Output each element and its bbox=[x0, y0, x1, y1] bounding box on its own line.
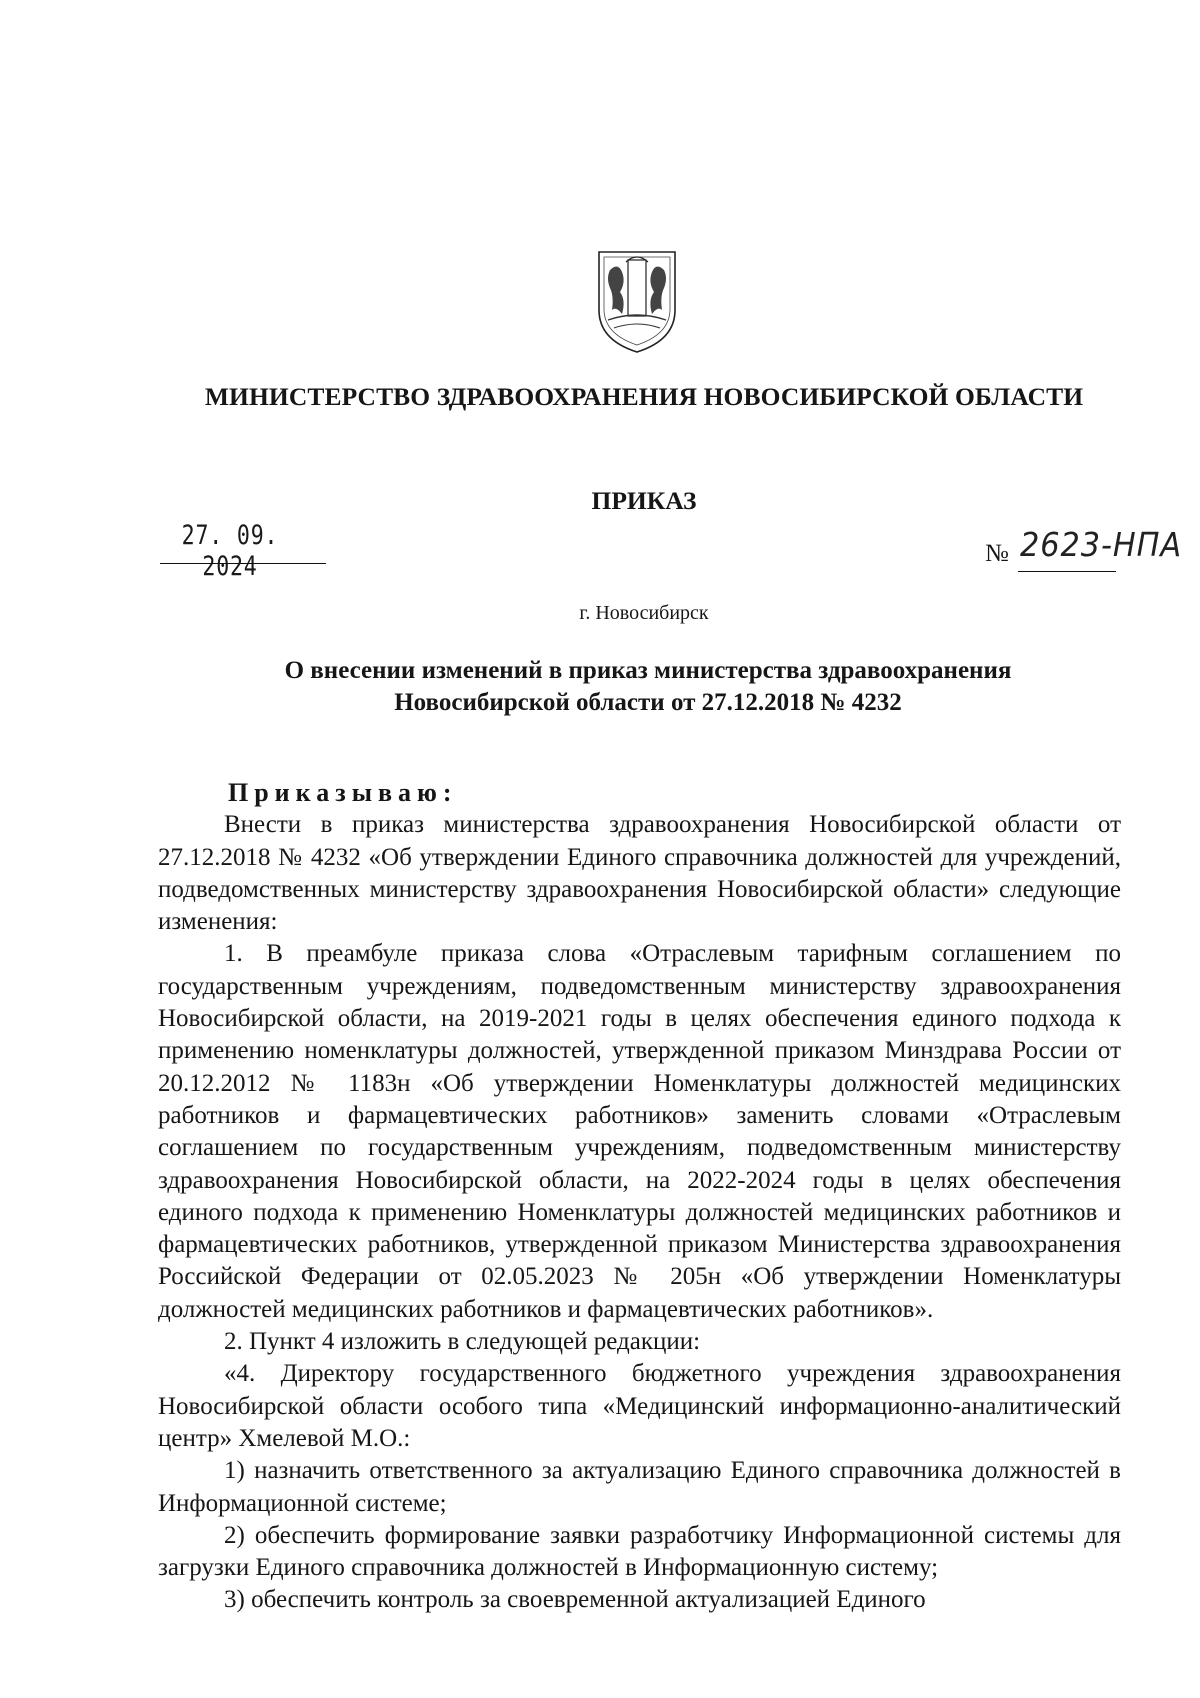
paragraph-item-2: 2. Пункт 4 изложить в следующей редакции: bbox=[224, 1328, 701, 1356]
paragraph-subitem-2: 2) обеспечить формирование заявки разработчику Информационной системы для загрузки Единого справочника должностей в Информационную систему; bbox=[158, 1521, 1121, 1582]
order-word: Приказываю: bbox=[228, 778, 458, 807]
number-sign: № bbox=[985, 540, 1009, 567]
subject-line-2: Новосибирской области от 27.12.2018 № 4232 bbox=[394, 689, 902, 716]
paragraph-subitem-1: 1) назначить ответственного за актуализацию Единого справочника должностей в Информационной системе; bbox=[158, 1457, 1121, 1517]
document-body bbox=[158, 777, 1121, 1617]
paragraph-intro: Внести в приказ министерства здравоохранения Новосибирской области от 27.12.2018 № 4232 «Об утверждении Единого справочника должностей для учреждений, подведомственных министерству здравоохранения Новосибирской области» следующие изменения: bbox=[158, 811, 1121, 936]
document-subject bbox=[238, 655, 1058, 719]
paragraph-item-1: 1. В преамбуле приказа слова «Отраслевым тарифным соглашением по государственным учреждениям, подведомственным министерству здравоохранения Новосибирской области, на 2019-2021 годы в целях обеспечения единого подхода к применению номенклатуры должностей, утвержденной приказом Минздрава России от 20.12.2012 № 1183н «Об утверждении Номенклатуры должностей медицинских работников и фармацевтических работников» заменить словами «Отраслевым соглашением по государственным учреждениям, подведомственным министерству здравоохранения Новосибирской области, на 2022-2024 годы в целях обеспечения единого подхода к применению Номенклатуры должностей медицинских работников и фармацевтических работников, утвержденной приказом Министерства здравоохранения Российской Федерации от 02.05.2023 № 205н «Об утверждении Номенклатуры должностей медицинских работников и фармацевтических работников». bbox=[158, 940, 1121, 1323]
order-date: 27. 09. 2024 bbox=[181, 520, 279, 582]
subject-line-1: О внесении изменений в приказ министерства здравоохранения bbox=[284, 657, 1012, 684]
date-underline bbox=[160, 563, 326, 564]
city: г. Новосибирск bbox=[579, 602, 709, 624]
paragraph-subitem-3: 3) обеспечить контроль за своевременной актуализацией Единого bbox=[224, 1586, 926, 1614]
ministry-name: МИНИСТЕРСТВО ЗДРАВООХРАНЕНИЯ НОВОСИБИРСКОЙ ОБЛАСТИ bbox=[204, 382, 1084, 411]
document-type: ПРИКАЗ bbox=[591, 486, 697, 515]
order-number: 2623-НПА bbox=[1020, 525, 1183, 564]
coat-of-arms-icon bbox=[596, 248, 678, 354]
number-underline bbox=[1018, 571, 1116, 572]
paragraph-point-4: «4. Директору государственного бюджетного учреждения здравоохранения Новосибирской области особого типа «Медицинский информационно-аналитический центр» Хмелевой М.О.: bbox=[158, 1360, 1121, 1452]
